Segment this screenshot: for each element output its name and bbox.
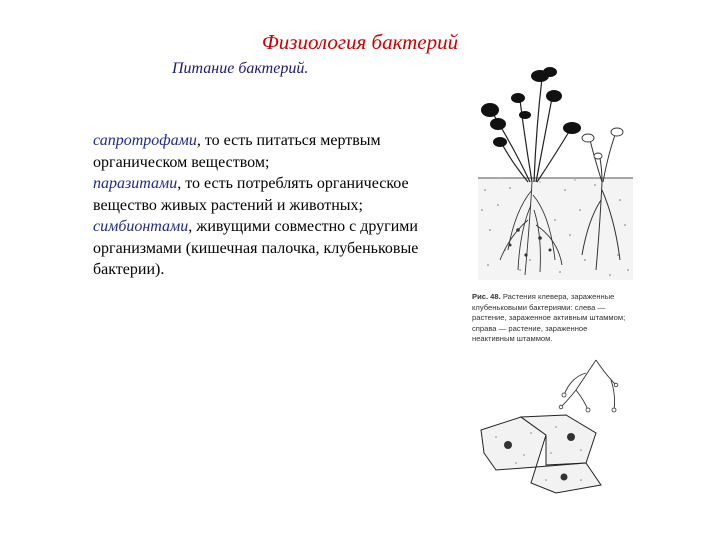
item-text: , то есть потреблять органическое вещество живых растений и животных; bbox=[93, 175, 409, 214]
figure-caption-label: Рис. 48. bbox=[472, 292, 501, 301]
term-symbionts: симбионтами bbox=[93, 218, 189, 235]
root-cells-illustration bbox=[476, 355, 636, 495]
body-text bbox=[93, 130, 433, 281]
term-saprotrophs: сапротрофами bbox=[93, 132, 197, 149]
term-parasites: паразитами bbox=[93, 175, 178, 192]
figure-caption bbox=[472, 292, 632, 345]
item-text: , живущими совместно с другими организмами (кишечная палочка, клубеньковые бактерии). bbox=[93, 218, 419, 278]
clover-plants-illustration bbox=[470, 60, 640, 285]
list-item bbox=[93, 132, 381, 171]
figure-caption-text: Растения клевера, зараженные клубеньковыми бактериями: слева — растение, зараженное активным штаммом; справа — растение, зараженное неактивным штаммом. bbox=[472, 292, 626, 343]
root-nodule-cells-figure bbox=[476, 355, 636, 500]
slide-title: Физиология бактерий bbox=[261, 30, 459, 54]
list-item bbox=[93, 175, 409, 214]
slide-subtitle: Питание бактерий. bbox=[172, 60, 309, 77]
clover-plants-figure bbox=[470, 60, 640, 285]
list-item bbox=[93, 218, 418, 278]
item-text: , то есть питаться мертвым органическом веществом; bbox=[93, 132, 381, 171]
